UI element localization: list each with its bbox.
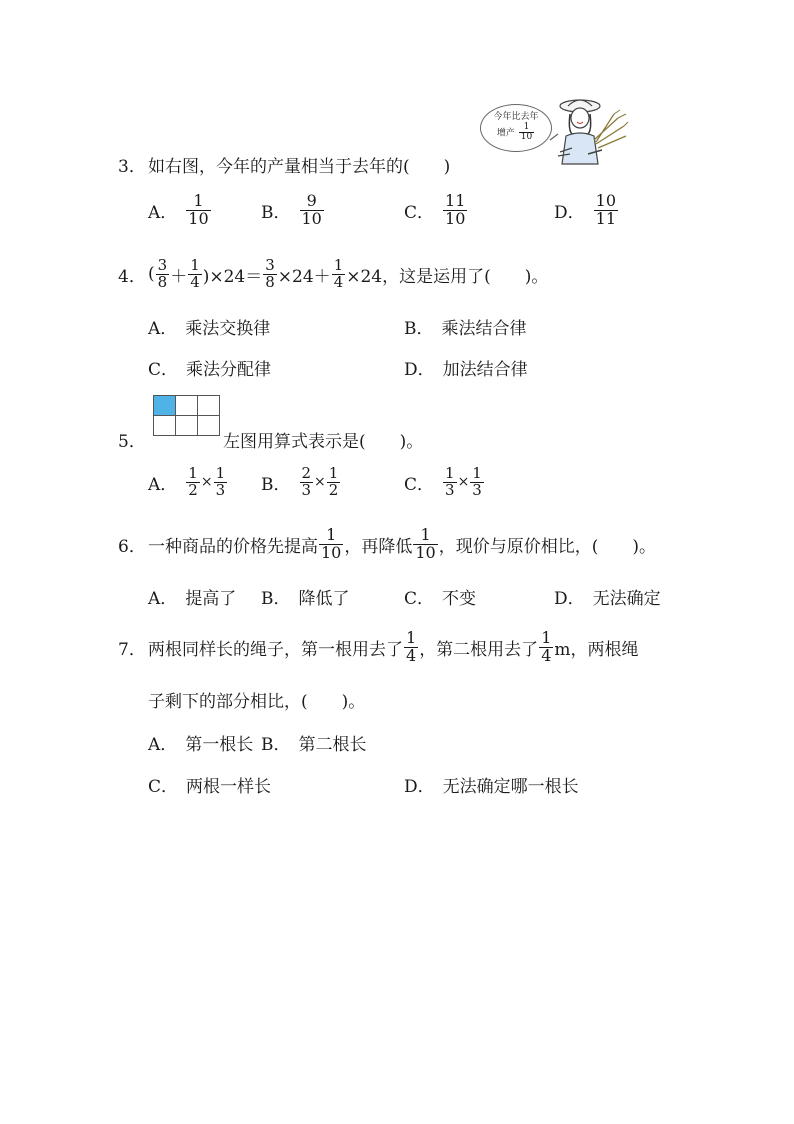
- fraction: $\frac{1}{10}$: [188, 190, 209, 228]
- question-4: 4． ( $\frac{3}{8}$ ＋ $\frac{1}{4}$ )×24＝ $\frac{3}{8}$ ×24＋ $\frac{1}{4}$ ×24，这是运用了( )。: [118, 255, 549, 291]
- fraction: $\frac{10}{11}$: [595, 190, 616, 228]
- fraction: $\frac{1}{4}$: [406, 627, 417, 665]
- fraction: $\frac{1}{4}$: [541, 627, 552, 665]
- option-q6-c[interactable]: C． 不变: [404, 588, 477, 609]
- fraction: $\frac{1}{3}$: [472, 463, 482, 499]
- option-q7-b[interactable]: B． 第二根长: [261, 734, 367, 755]
- option-q4-d[interactable]: D． 加法结合律: [404, 359, 528, 380]
- bubble-line1: 今年比去年: [493, 112, 539, 122]
- option-q4-a[interactable]: A． 乘法交换律: [148, 318, 271, 339]
- fraction: $\frac{1}{3}$: [445, 463, 455, 499]
- question-3: [118, 149, 450, 179]
- question-number: 4．: [118, 266, 146, 287]
- question-text: 如右图，今年的产量相当于去年的( ): [148, 156, 451, 177]
- bubble-fraction: $\frac{1}{10}$: [520, 122, 533, 143]
- question-7: 7． 两根同样长的绳子，第一根用去了 $\frac{1}{4}$ ，第二根用去了 $\frac{1}{4}$ m，两根绳: [118, 627, 639, 665]
- fraction: $\frac{1}{4}$: [333, 255, 344, 291]
- option-q6-a[interactable]: A． 提高了: [148, 588, 237, 609]
- speech-bubble: [480, 104, 552, 152]
- fraction: $\frac{1}{4}$: [190, 255, 200, 291]
- fraction: $\frac{1}{2}$: [328, 463, 339, 499]
- option-q7-d[interactable]: D． 无法确定哪一根长: [404, 776, 579, 797]
- grid-cell-shaded: [154, 396, 176, 416]
- grid-cell: [198, 396, 220, 416]
- farmer-illustration-icon: [548, 96, 630, 168]
- option-q6-d[interactable]: D． 无法确定: [554, 588, 661, 609]
- fraction: $\frac{3}{8}$: [265, 255, 275, 291]
- option-q3-c[interactable]: C． $\frac{11}{10}$: [404, 190, 466, 228]
- fraction: $\frac{1}{3}$: [215, 463, 226, 499]
- question-number: 5．: [118, 431, 146, 452]
- option-q5-b[interactable]: B． $\frac{2}{3}$ × $\frac{1}{2}$: [261, 463, 339, 499]
- fraction: $\frac{1}{10}$: [321, 524, 342, 562]
- option-q5-a[interactable]: A． $\frac{1}{2}$ × $\frac{1}{3}$: [148, 463, 226, 499]
- grid-cell: [176, 396, 198, 416]
- option-q4-c[interactable]: C． 乘法分配律: [148, 359, 272, 380]
- question-7-line2: 子剩下的部分相比，( )。: [148, 691, 366, 712]
- option-q3-a[interactable]: A． $\frac{1}{10}$: [148, 190, 209, 228]
- option-q7-a[interactable]: A． 第一根长: [148, 734, 254, 755]
- question-number: 3．: [118, 156, 146, 177]
- fraction: $\frac{3}{8}$: [157, 255, 168, 291]
- option-q3-d[interactable]: D． $\frac{10}{11}$: [554, 190, 616, 228]
- question-6: 6． 一种商品的价格先提高 $\frac{1}{10}$ ，再降低 $\frac{1}{10}$ ，现价与原价相比，( )。: [118, 524, 656, 562]
- question-5: [118, 425, 423, 453]
- bubble-prefix: 增产: [496, 128, 515, 139]
- option-q4-b[interactable]: B． 乘法结合律: [404, 318, 527, 339]
- fraction: $\frac{1}{2}$: [188, 463, 198, 499]
- option-q6-b[interactable]: B． 降低了: [261, 588, 350, 609]
- fraction: $\frac{1}{10}$: [415, 524, 436, 562]
- option-q7-c[interactable]: C． 两根一样长: [148, 776, 272, 797]
- fraction: $\frac{11}{10}$: [445, 190, 466, 228]
- question-text: 左图用算式表示是( )。: [223, 431, 424, 452]
- option-q5-c[interactable]: C． $\frac{1}{3}$ × $\frac{1}{3}$: [404, 463, 482, 499]
- fraction: $\frac{9}{10}$: [301, 190, 322, 228]
- question-number: 6．: [118, 536, 146, 557]
- fraction: $\frac{2}{3}$: [301, 463, 312, 499]
- question-number: 7．: [118, 639, 146, 660]
- option-q3-b[interactable]: B． $\frac{9}{10}$: [261, 190, 322, 228]
